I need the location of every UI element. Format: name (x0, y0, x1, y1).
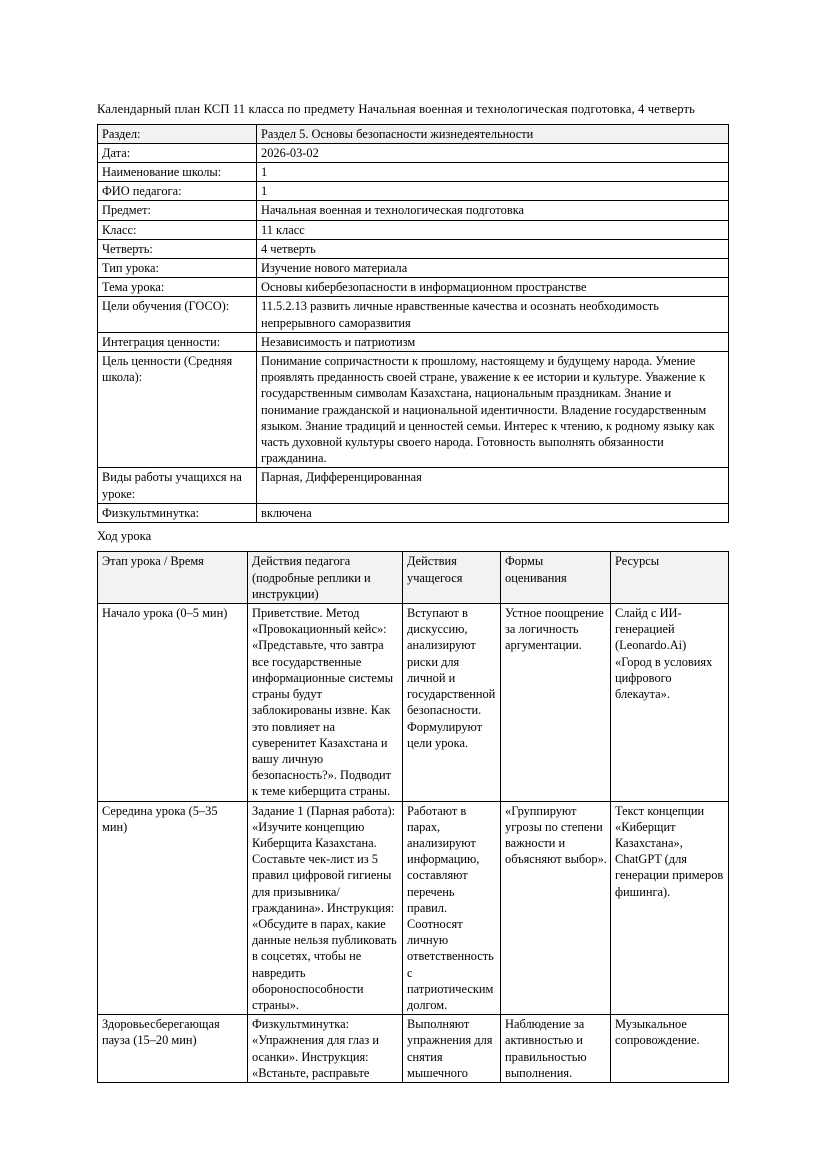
table-row (98, 124, 729, 143)
table-row (98, 604, 729, 801)
info-row-label: Интеграция ценности: (98, 332, 257, 351)
lesson-info-table-body (98, 124, 729, 522)
info-row-value: Начальная военная и технологическая подготовка (257, 201, 729, 220)
info-row-label: Четверть: (98, 239, 257, 258)
table-header-row (98, 552, 729, 604)
column-header: Действия учащегося (403, 552, 501, 604)
info-row-value: включена (257, 503, 729, 522)
student-actions-cell: Выполняют упражнения для снятия мышечного (403, 1015, 501, 1083)
lesson-stage-cell: Здоровьесберегающая пауза (15–20 мин) (98, 1015, 248, 1083)
info-row-value: 11 класс (257, 220, 729, 239)
table-row (98, 182, 729, 201)
teacher-actions-cell: Приветствие. Метод «Провокационный кейс»: «Представьте, что завтра все государственные информационные системы страны будут заблокированы извне. Как это повлияет на суверенитет Казахстана и вашу личную безопасность?». Подводит к теме киберщита страны. (248, 604, 403, 801)
info-row-value: Изучение нового материала (257, 258, 729, 277)
info-row-value: 2026-03-02 (257, 143, 729, 162)
info-row-label: ФИО педагога: (98, 182, 257, 201)
table-row (98, 351, 729, 467)
info-row-label: Физкультминутка: (98, 503, 257, 522)
table-row (98, 332, 729, 351)
table-row (98, 297, 729, 332)
info-row-label: Раздел: (98, 124, 257, 143)
lesson-flow-table-body (98, 604, 729, 1083)
lesson-stage-cell: Середина урока (5–35 мин) (98, 801, 248, 1015)
table-row (98, 503, 729, 522)
info-row-label: Дата: (98, 143, 257, 162)
lesson-flow-table-head (98, 552, 729, 604)
info-row-value: Парная, Дифференцированная (257, 468, 729, 503)
info-row-label: Тема урока: (98, 278, 257, 297)
column-header: Формы оценивания (501, 552, 611, 604)
teacher-actions-cell: Задание 1 (Парная работа): «Изучите концепцию Киберщита Казахстана. Составьте чек-лист из 5 правил цифровой гигиены для призывника/гражданина». Инструкция: «Обсудите в парах, какие данные нельзя публиковать в соцсетях, чтобы не навредить обороноспособности страны». (248, 801, 403, 1015)
lesson-stage-cell: Начало урока (0–5 мин) (98, 604, 248, 801)
table-row (98, 220, 729, 239)
info-row-label: Цели обучения (ГОСО): (98, 297, 257, 332)
student-actions-cell: Вступают в дискуссию, анализируют риски для личной и государственной безопасности. Формулируют цели урока. (403, 604, 501, 801)
info-row-label: Тип урока: (98, 258, 257, 277)
info-row-value: Понимание сопричастности к прошлому, настоящему и будущему народа. Умение проявлять преданность своей стране, уважение к ее истории и культуре. Уважение к государственным символам Казахстана, национальным праздникам. Знание и понимание гражданской и национальной идентичности. Владение государственным языком. Знание традиций и ценностей семьи. Интерес к чтению, к родному языку как часть духовной культуры своего народа. Готовность выполнять обязанности гражданина. (257, 351, 729, 467)
document-body (97, 101, 729, 1083)
table-row (98, 468, 729, 503)
info-row-value: Раздел 5. Основы безопасности жизнедеятельности (257, 124, 729, 143)
info-row-value: 1 (257, 162, 729, 181)
lesson-flow-table (97, 551, 729, 1083)
section-heading-lesson-flow: Ход урока (97, 528, 152, 543)
page-title: Календарный план КСП 11 класса по предмету Начальная военная и технологическая подготовка, 4 четверть (97, 102, 695, 116)
info-row-value: 1 (257, 182, 729, 201)
info-row-label: Цель ценности (Средняя школа): (98, 351, 257, 467)
info-row-value: 4 четверть (257, 239, 729, 258)
info-row-label: Наименование школы: (98, 162, 257, 181)
info-row-label: Класс: (98, 220, 257, 239)
table-row (98, 162, 729, 181)
table-row (98, 239, 729, 258)
info-row-label: Предмет: (98, 201, 257, 220)
info-row-value: 11.5.2.13 развить личные нравственные качества и осознать необходимость непрерывного саморазвития (257, 297, 729, 332)
column-header: Действия педагога (подробные реплики и инструкции) (248, 552, 403, 604)
table-row (98, 278, 729, 297)
resources-cell: Слайд с ИИ-генерацией (Leonardo.Ai) «Город в условиях цифрового блекаута». (611, 604, 729, 801)
student-actions-cell: Работают в парах, анализируют информацию, составляют перечень правил. Соотносят личную ответственность с патриотическим долгом. (403, 801, 501, 1015)
resources-cell: Музыкальное сопровождение. (611, 1015, 729, 1083)
assessment-forms-cell: Наблюдение за активностью и правильностью выполнения. (501, 1015, 611, 1083)
table-row (98, 1015, 729, 1083)
column-header: Ресурсы (611, 552, 729, 604)
assessment-forms-cell: Устное поощрение за логичность аргументации. (501, 604, 611, 801)
lesson-info-table (97, 124, 729, 523)
table-row (98, 258, 729, 277)
table-row (98, 201, 729, 220)
info-row-value: Основы кибербезопасности в информационном пространстве (257, 278, 729, 297)
assessment-forms-cell: «Группируют угрозы по степени важности и объясняют выбор». (501, 801, 611, 1015)
teacher-actions-cell: Физкультминутка: «Упражнения для глаз и осанки». Инструкция: «Встаньте, расправьте (248, 1015, 403, 1083)
table-row (98, 143, 729, 162)
column-header: Этап урока / Время (98, 552, 248, 604)
info-row-value: Независимость и патриотизм (257, 332, 729, 351)
info-row-label: Виды работы учащихся на уроке: (98, 468, 257, 503)
table-row (98, 801, 729, 1015)
resources-cell: Текст концепции «Киберщит Казахстана», ChatGPT (для генерации примеров фишинга). (611, 801, 729, 1015)
